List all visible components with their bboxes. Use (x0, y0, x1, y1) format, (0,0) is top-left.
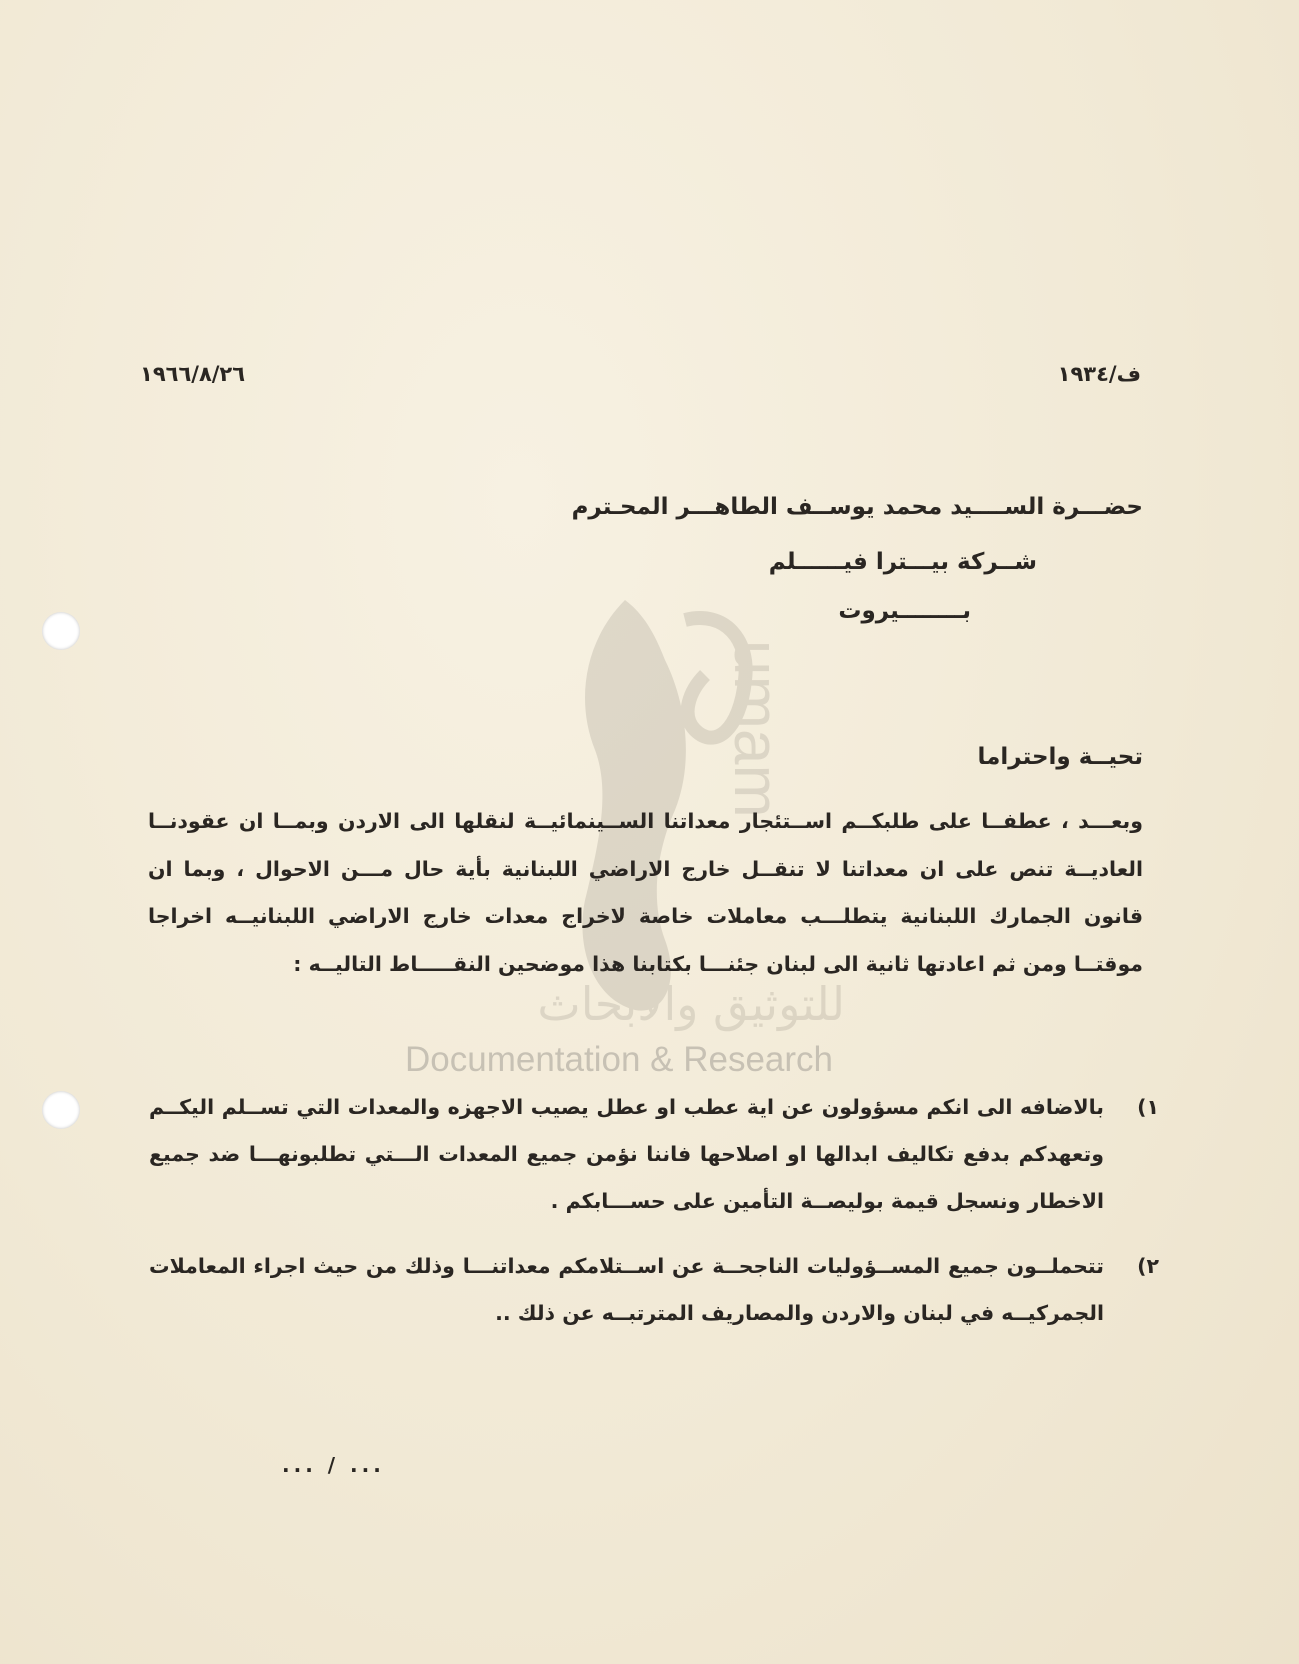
recipient-company: شــركة بيـــترا فيــــــلم (768, 549, 1037, 575)
recipient-name: حضـــرة الســــيد محمد يوســف الطاهـــر المحـترم (571, 494, 1143, 520)
watermark-caption: Documentation & Research (405, 1040, 833, 1079)
list-item-number: ١) (1137, 1095, 1159, 1119)
recipient-city: بــــــــيروت (838, 598, 971, 624)
body-paragraph: وبعـــد ، عطفــا على طلبكــم اســتئجار معداتنا الســينمائيــة لنقلها الى الاردن وبمــا ان عقودنــا العاديــة تنص على ان معداتنا لا تنقــل خارج الاراضي اللبنانية بأية حال مـــن الاحوال ، وبما ان قانون الجمارك اللبنانية يتطلـــب معاملات خاصة لاخراج معدات خارج الاراضي اللبنانيــه اخراجا موقتــا ومن ثم اعادتها ثانية الى لبنان جئنـــا بكتابنا هذا موضحين النقـــــاط التاليــه : (148, 809, 1143, 976)
list-item-text: بالاضافه الى انكم مسؤولون عن اية عطب او عطل يصيب الاجهزه والمعدات التي تســلم اليكــم وتعهدكم بدفع تكاليف ابدالها او اصلاحها فاننا نؤمن جميع المعدات الـــتي تطلبونهـــا ضد جميع الاخطار ونسجل قيمة بوليصــة التأمين على حســـابكم . (149, 1095, 1104, 1213)
list-item (149, 1084, 1159, 1225)
salutation: تحيــة واحتراما (977, 744, 1143, 770)
watermark-umam-text: umam (721, 640, 793, 818)
punch-hole-top (42, 612, 80, 650)
list-item-number: ٢) (1137, 1254, 1159, 1278)
list-item-text: تتحملــون جميع المســؤوليات الناجحــة عن اســتلامكم معداتنـــا وذلك من حيث اجراء المعاملات الجمركيــه في لبنان والاردن والمصاريف المترتبــه عن ذلك .. (149, 1254, 1104, 1325)
reference-number: ف/١٩٣٤ (1057, 362, 1141, 386)
letter-date: ١٩٦٦/٨/٢٦ (140, 362, 246, 386)
page-continuation-mark: ... / ... (282, 1453, 385, 1477)
watermark-arabic-text: للتوثيق والأبحاث (537, 977, 845, 1031)
punch-hole-bottom (42, 1091, 80, 1129)
list-item (149, 1243, 1159, 1337)
